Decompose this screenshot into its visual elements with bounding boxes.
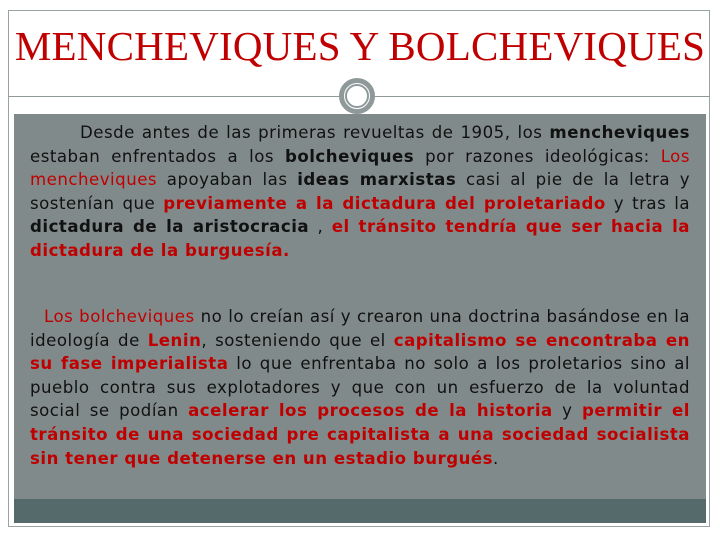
paragraph2-run: permitir el tránsito de una sociedad pre capitalista a una sociedad socialista sin tener que detenerse en un estadio burgués — [30, 401, 690, 468]
paragraph1-run: apoyaban las — [157, 170, 298, 190]
paragraph2-run: , sosteniendo que el — [201, 330, 394, 350]
circle-ornament-inner — [345, 84, 369, 108]
paragraph1-run: , — [309, 217, 332, 237]
paragraph1-run: bolcheviques — [284, 146, 415, 166]
paragraph2-run: Lenin — [147, 330, 202, 350]
paragraph1-run: casi al pie de la letra y sostenían que — [30, 170, 691, 213]
paragraph1-run: y tras la — [605, 193, 691, 213]
paragraph1-run: mencheviques — [549, 123, 690, 142]
paragraph2-run: capitalismo se encontraba en su fase imperialista — [30, 330, 690, 374]
paragraph2-run: acelerar los procesos de la historia — [188, 401, 553, 421]
paragraph1-run: Los mencheviques — [30, 146, 690, 190]
paragraph-bolcheviques — [30, 305, 690, 470]
bottom-bar — [14, 499, 706, 523]
paragraph2-run: lo que enfrentaba no solo a los proletarios sino al pueblo contra sus explotadores y que con un esfuerzo de la voluntad social se podían — [30, 354, 690, 421]
paragraph1-run: por razones ideológicas: — [414, 146, 661, 166]
paragraph1-run: el tránsito tendría que ser hacia la dictadura de la burguesía. — [30, 217, 690, 260]
paragraph1-run: Desde antes de las primeras revueltas de 1905, los — [80, 123, 550, 142]
paragraph2-run: no lo creían así y crearon una doctrina basándose en la ideología de — [30, 307, 690, 350]
paragraph2-run: Los bolcheviques — [44, 307, 195, 326]
slide-title: MENCHEVIQUES Y BOLCHEVIQUES — [14, 23, 706, 69]
paragraph2-run: . — [493, 448, 499, 468]
paragraph1-run: ideas marxistas — [297, 170, 457, 190]
paragraph2-run: y — [552, 401, 582, 421]
paragraph1-run: dictadura de la aristocracia — [30, 217, 310, 237]
paragraph-mencheviques — [30, 121, 690, 263]
paragraph1-run: estaban enfrentados a los — [30, 146, 285, 166]
paragraph1-run: previamente a la dictadura del proletariado — [163, 193, 606, 213]
